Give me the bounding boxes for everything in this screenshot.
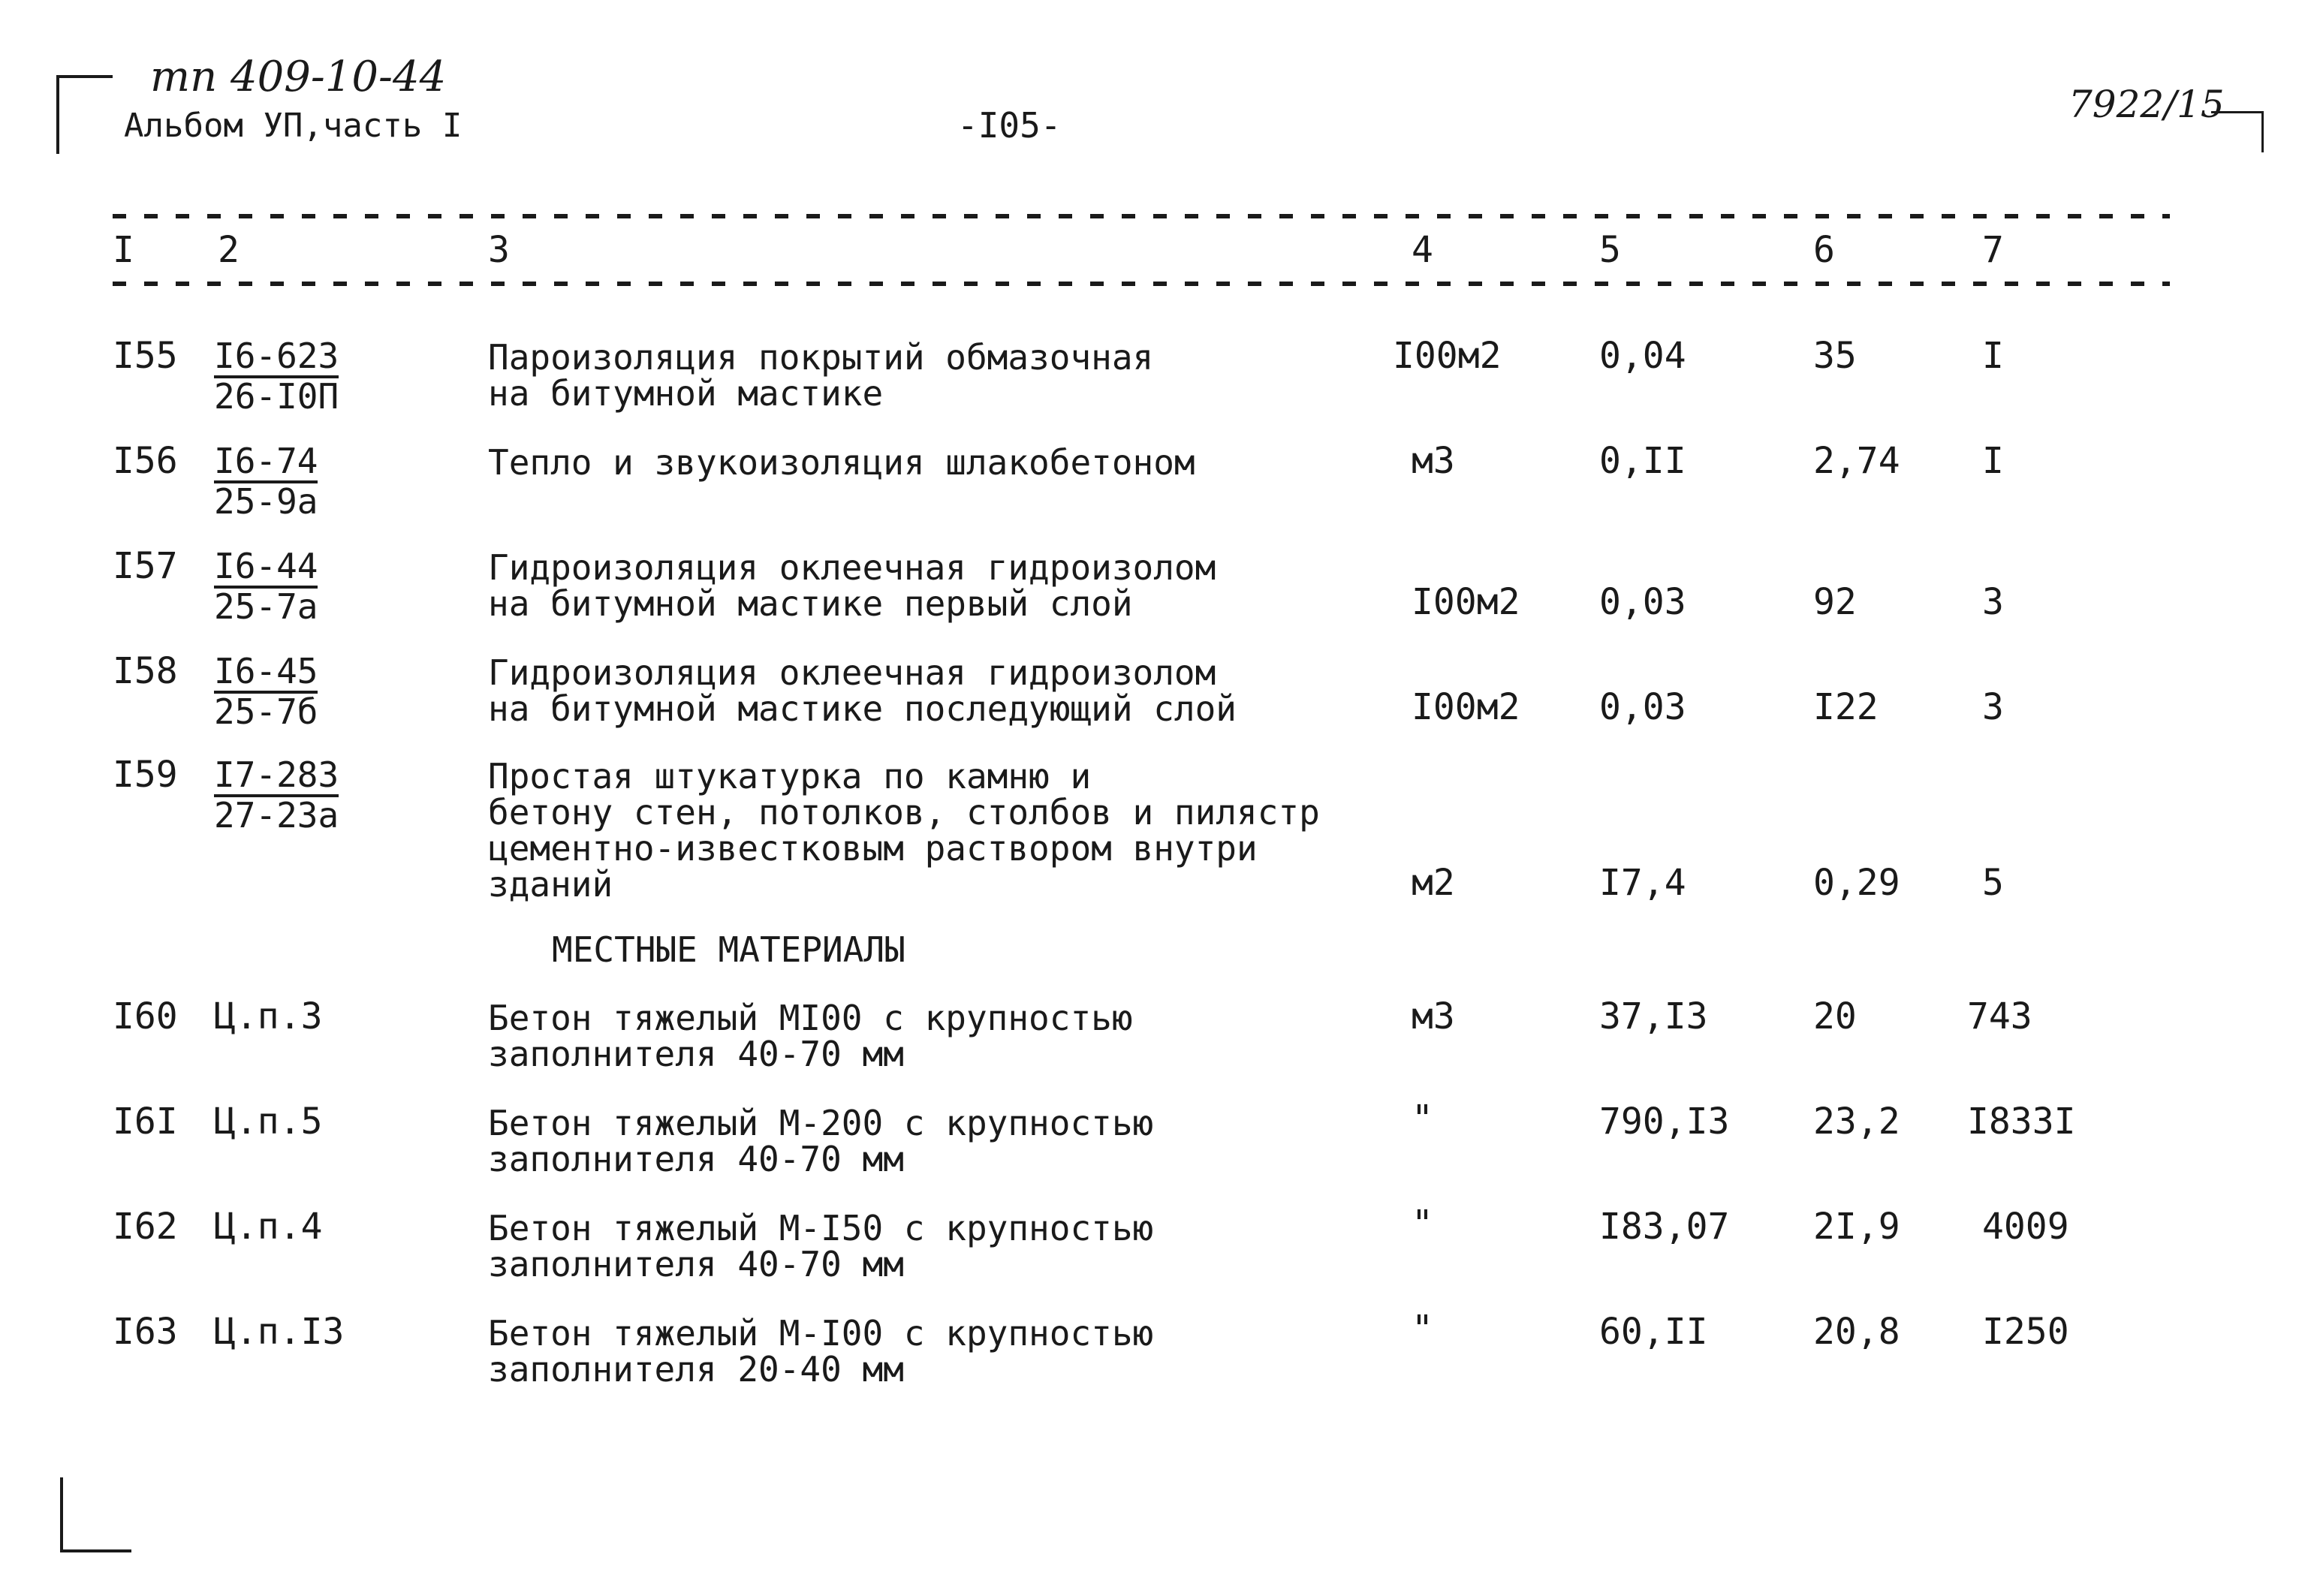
total: I250 xyxy=(1982,1311,2069,1353)
unit-price: 20 xyxy=(1813,995,1857,1037)
norm-code-bottom: 25-7а xyxy=(214,586,318,627)
price-code: Ц.п.I3 xyxy=(214,1311,345,1353)
column-header-2: 2 xyxy=(218,229,240,271)
unit: " xyxy=(1412,1308,1433,1350)
unit-price: 0,29 xyxy=(1813,862,1900,904)
work-description: Гидроизоляция оклеечная гидроизолом на битумной мастике первый слой xyxy=(488,547,1216,624)
row-number: I58 xyxy=(113,650,178,692)
price-code: Ц.п.5 xyxy=(214,1101,323,1143)
unit-price: 2,74 xyxy=(1813,440,1900,482)
unit: м3 xyxy=(1412,995,1455,1037)
norm-code-bottom: 25-7б xyxy=(214,691,318,732)
corner-mark-bottom-left-v xyxy=(60,1477,63,1552)
row-number: I60 xyxy=(113,995,178,1037)
unit: I00м2 xyxy=(1412,686,1520,728)
total: 3 xyxy=(1982,581,2004,623)
unit-price: 2I,9 xyxy=(1813,1206,1900,1248)
column-header-6: 6 xyxy=(1813,229,1835,271)
total: I833I xyxy=(1967,1101,2076,1143)
unit-price: I22 xyxy=(1813,686,1879,728)
quantity: 0,II xyxy=(1599,440,1686,482)
row-number: I6I xyxy=(113,1101,178,1143)
quantity: 790,I3 xyxy=(1599,1101,1730,1143)
column-header-3: 3 xyxy=(488,229,510,271)
norm-code-bottom: 26-I0П xyxy=(214,376,339,417)
total: 3 xyxy=(1982,686,2004,728)
total: 5 xyxy=(1982,862,2004,904)
material-description: Бетон тяжелый МI00 с крупностью заполнителя 40-70 мм xyxy=(488,998,1133,1074)
corner-mark-top-left-h xyxy=(56,75,113,78)
table-rule-under-header xyxy=(113,282,2170,286)
quantity: I83,07 xyxy=(1599,1206,1730,1248)
total: I xyxy=(1982,335,2004,377)
quantity: 0,04 xyxy=(1599,335,1686,377)
table-rule-top xyxy=(113,214,2170,218)
corner-mark-top-left-v xyxy=(56,75,59,154)
row-number: I56 xyxy=(113,440,178,482)
norm-code-top: I6-45 xyxy=(214,653,318,694)
norm-code-top: I6-74 xyxy=(214,443,318,483)
work-description: Простая штукатурка по камню и бетону стен, потолков, столбов и пилястр цементно-известковым раствором внутри зданий xyxy=(488,756,1320,905)
album-part: Альбом УП,часть I xyxy=(124,107,463,145)
unit-price: 20,8 xyxy=(1813,1311,1900,1353)
quantity: 60,II xyxy=(1599,1311,1708,1353)
norm-code xyxy=(214,653,318,730)
unit: I00м2 xyxy=(1412,581,1520,623)
norm-code-bottom: 27-23а xyxy=(214,795,339,836)
unit: " xyxy=(1412,1098,1433,1140)
work-description: Гидроизоляция оклеечная гидроизолом на битумной мастике последующий слой xyxy=(488,652,1237,729)
row-number: I57 xyxy=(113,545,178,587)
column-header-7: 7 xyxy=(1982,229,2004,271)
norm-code xyxy=(214,754,339,836)
norm-code xyxy=(214,336,339,417)
unit-price: 23,2 xyxy=(1813,1101,1900,1143)
unit: I00м2 xyxy=(1393,335,1502,377)
unit: м3 xyxy=(1412,440,1455,482)
corner-mark-top-right-v xyxy=(2261,111,2264,152)
total: 743 xyxy=(1967,995,2032,1037)
quantity: 0,03 xyxy=(1599,686,1686,728)
norm-code-top: I6-44 xyxy=(214,548,318,589)
norm-code-bottom: 25-9а xyxy=(214,481,318,522)
row-number: I63 xyxy=(113,1311,178,1353)
quantity: I7,4 xyxy=(1599,862,1686,904)
quantity: 37,I3 xyxy=(1599,995,1708,1037)
row-number: I59 xyxy=(113,754,178,796)
unit-price: 92 xyxy=(1813,581,1857,623)
work-description: Пароизоляция покрытий обмазочная на битумной мастике xyxy=(488,337,1154,414)
material-description: Бетон тяжелый М-I00 с крупностью заполнителя 20-40 мм xyxy=(488,1313,1154,1390)
price-code: Ц.п.3 xyxy=(214,995,323,1037)
album-code: тп 409-10-44 xyxy=(150,53,447,101)
unit: " xyxy=(1412,1203,1433,1245)
unit: м2 xyxy=(1412,862,1455,904)
norm-code xyxy=(214,548,318,625)
total: I xyxy=(1982,440,2004,482)
column-header-5: 5 xyxy=(1599,229,1621,271)
row-number: I62 xyxy=(113,1206,178,1248)
material-description: Бетон тяжелый М-200 с крупностью заполнителя 40-70 мм xyxy=(488,1103,1154,1179)
work-description: Тепло и звукоизоляция шлакобетоном xyxy=(488,442,1195,483)
column-header-1: I xyxy=(113,229,134,271)
total: 4009 xyxy=(1982,1206,2069,1248)
section-title: МЕСТНЫЕ МАТЕРИАЛЫ xyxy=(552,929,905,970)
sheet-code: 7922/15 xyxy=(2068,83,2225,126)
norm-code-top: I7-283 xyxy=(214,757,339,797)
price-code: Ц.п.4 xyxy=(214,1206,323,1248)
row-number: I55 xyxy=(113,335,178,377)
corner-mark-bottom-left-h xyxy=(60,1549,131,1552)
material-description: Бетон тяжелый М-I50 с крупностью заполнителя 40-70 мм xyxy=(488,1208,1154,1284)
quantity: 0,03 xyxy=(1599,581,1686,623)
page-number: -I05- xyxy=(957,105,1062,146)
norm-code xyxy=(214,441,318,522)
unit-price: 35 xyxy=(1813,335,1857,377)
column-header-4: 4 xyxy=(1412,229,1433,271)
norm-code-top: I6-623 xyxy=(214,338,339,378)
